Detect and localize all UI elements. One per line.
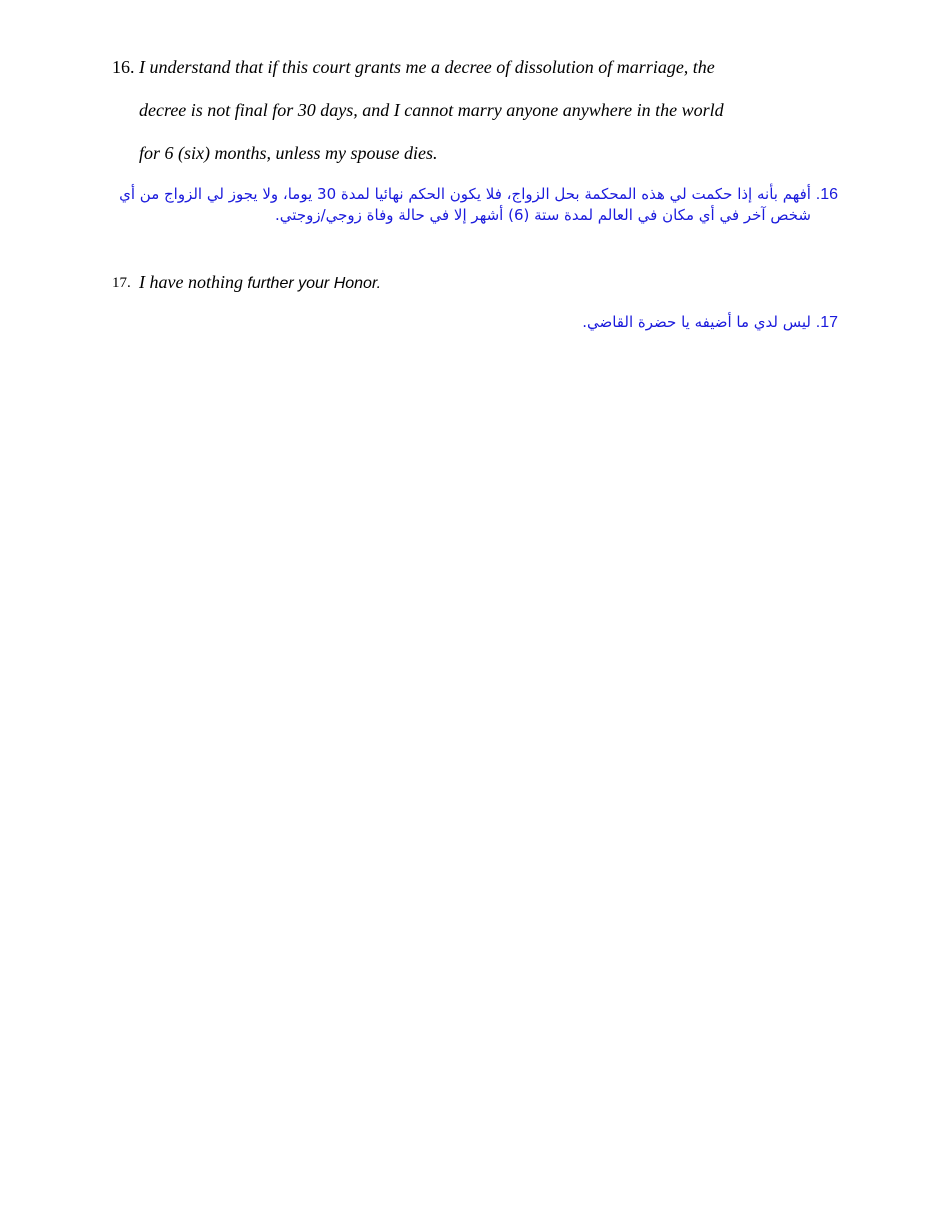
item-17-english-sans-part: further your Honor.: [242, 275, 382, 292]
item-17-number: 17.: [112, 275, 131, 291]
item-17-english-text: [139, 271, 381, 295]
item-17-arabic-number: 17.: [815, 314, 838, 331]
item-16-english-line-1: I understand that if this court grants me a decree of dissolution of marriage, the: [139, 57, 715, 77]
item-16-arabic-line-2: [118, 205, 838, 226]
item-17-english-serif-part: I have nothing: [139, 272, 243, 292]
item-16-arabic-translation: [118, 184, 838, 226]
item-16-arabic-line-1: [118, 184, 838, 205]
item-16-arabic-number: 16.: [815, 186, 838, 203]
item-17-arabic-translation: [338, 312, 838, 333]
item-16-english-line-3: for 6 (six) months, unless my spouse dies.: [139, 143, 438, 163]
item-16-number: 16.: [112, 57, 135, 77]
item-16-arabic-text-1: أفهم بأنه إذا حكمت لي هذه المحكمة بحل الزواج، فلا يكون الحكم نهائيا لمدة 30 يوما، ولا يجوز لي الزواج من أي: [119, 185, 811, 203]
item-16-english-line-2: decree is not final for 30 days, and I cannot marry anyone anywhere in the world: [139, 100, 724, 120]
item-16-arabic-text-2: شخص آخر في أي مكان في العالم لمدة ستة (6) أشهر إلا في حالة وفاة زوجي/زوجتي.: [275, 206, 811, 224]
item-17-arabic-text: ليس لدي ما أضيفه يا حضرة القاضي.: [582, 313, 811, 331]
item-17-arabic-line: [338, 312, 838, 333]
